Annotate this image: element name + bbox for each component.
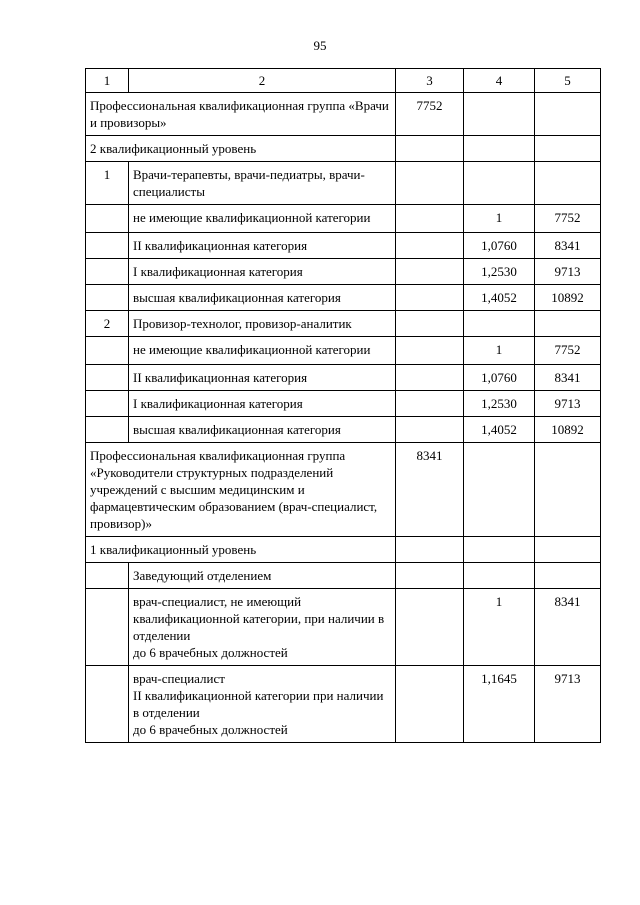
salary: 10892 [535,417,601,443]
coefficient: 1,4052 [464,417,535,443]
empty-cell [535,443,601,537]
salary: 9713 [535,259,601,285]
group-name: Профессиональная квалификационная группа «Руководители структурных подразделений учреждений с высшим медицинским и фармацевтическим образованием (врач-специалист, провизор)» [86,443,396,537]
qualification-level: 2 квалификационный уровень [86,136,396,162]
category-name: II квалификационная категория [129,233,396,259]
empty-cell [86,666,129,743]
header-cell-5: 5 [535,69,601,93]
empty-cell [86,233,129,259]
coefficient: 1,2530 [464,391,535,417]
empty-cell [464,311,535,337]
empty-cell [396,391,464,417]
position-name: Врачи-терапевты, врачи-педиатры, врачи-специалисты [129,162,396,205]
salary: 10892 [535,285,601,311]
table-row [86,136,601,162]
header-cell-2: 2 [129,69,396,93]
position-name: Заведующий отделением [129,563,396,589]
header-cell-3: 3 [396,69,464,93]
empty-cell [86,205,129,233]
table-row [86,563,601,589]
qualification-level: 1 квалификационный уровень [86,537,396,563]
coefficient: 1 [464,337,535,365]
empty-cell [396,563,464,589]
category-name: высшая квалификационная категория [129,285,396,311]
salary: 7752 [535,205,601,233]
empty-cell [464,93,535,136]
category-name: II квалификационная категория [129,365,396,391]
row-number: 2 [86,311,129,337]
table-row [86,162,601,205]
coefficient: 1,1645 [464,666,535,743]
table-row [86,259,601,285]
table-row [86,285,601,311]
empty-cell [535,93,601,136]
table-row [86,391,601,417]
empty-cell [464,563,535,589]
coefficient: 1,4052 [464,285,535,311]
coefficient: 1 [464,589,535,666]
salary: 8341 [535,365,601,391]
coefficient: 1,2530 [464,259,535,285]
salary: 7752 [535,337,601,365]
empty-cell [396,285,464,311]
coefficient: 1,0760 [464,233,535,259]
base-salary: 7752 [396,93,464,136]
empty-cell [86,589,129,666]
empty-cell [396,259,464,285]
empty-cell [464,162,535,205]
empty-cell [396,365,464,391]
salary: 8341 [535,233,601,259]
empty-cell [86,337,129,365]
empty-cell [86,285,129,311]
empty-cell [396,136,464,162]
table-row [86,93,601,136]
empty-cell [396,417,464,443]
base-salary: 8341 [396,443,464,537]
table-row [86,666,601,743]
empty-cell [396,666,464,743]
empty-cell [396,233,464,259]
category-name: I квалификационная категория [129,391,396,417]
row-number: 1 [86,162,129,205]
empty-cell [86,391,129,417]
category-name: не имеющие квалификационной категории [129,205,396,233]
table-row [86,365,601,391]
salary: 9713 [535,666,601,743]
empty-cell [396,537,464,563]
table-row [86,337,601,365]
tariff-table [85,68,601,743]
position-name: Провизор-технолог, провизор-аналитик [129,311,396,337]
empty-cell [535,162,601,205]
table-row [86,589,601,666]
empty-cell [464,136,535,162]
table-row [86,233,601,259]
page-number: 95 [313,38,327,53]
category-name: высшая квалификационная категория [129,417,396,443]
coefficient: 1 [464,205,535,233]
empty-cell [396,589,464,666]
empty-cell [396,311,464,337]
category-name: не имеющие квалификационной категории [129,337,396,365]
group-name: Профессиональная квалификационная группа «Врачи и провизоры» [86,93,396,136]
empty-cell [535,311,601,337]
empty-cell [464,537,535,563]
category-name: врач-специалист II квалификационной категории при наличии в отделении до 6 врачебных должностей [129,666,396,743]
salary: 9713 [535,391,601,417]
empty-cell [86,259,129,285]
table-row [86,311,601,337]
empty-cell [86,417,129,443]
empty-cell [535,563,601,589]
empty-cell [396,162,464,205]
table-row [86,537,601,563]
empty-cell [535,136,601,162]
row-number [86,563,129,589]
table-row [86,205,601,233]
coefficient: 1,0760 [464,365,535,391]
category-name: I квалификационная категория [129,259,396,285]
table-row [86,443,601,537]
category-name: врач-специалист, не имеющий квалификационной категории, при наличии в отделении до 6 врачебных должностей [129,589,396,666]
empty-cell [86,365,129,391]
empty-cell [464,443,535,537]
empty-cell [535,537,601,563]
header-cell-4: 4 [464,69,535,93]
header-cell-1: 1 [86,69,129,93]
empty-cell [396,337,464,365]
table-row [86,417,601,443]
empty-cell [396,205,464,233]
table-header-row [86,69,601,93]
salary: 8341 [535,589,601,666]
